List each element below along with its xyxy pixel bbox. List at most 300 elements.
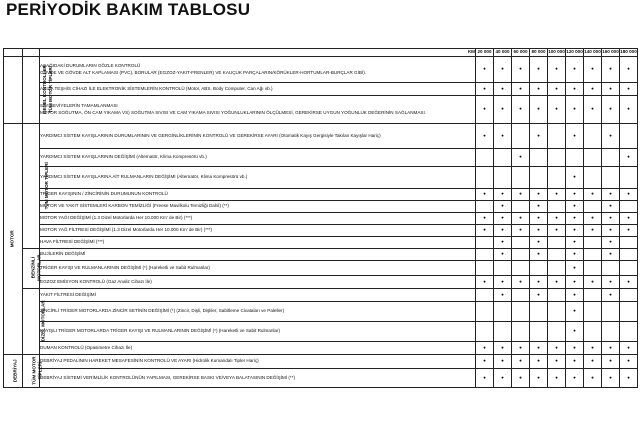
bullet-mark: ●: [573, 227, 576, 233]
bullet-mark: ●: [573, 191, 576, 197]
bullet-mark: ●: [609, 191, 612, 197]
interval-cell: [530, 166, 548, 188]
bullet-mark: ●: [483, 344, 486, 350]
interval-cell: [530, 354, 548, 368]
bullet-mark: ●: [573, 239, 576, 245]
bullet-mark: ●: [591, 215, 594, 221]
interval-cell: [512, 288, 530, 301]
interval-cell: [584, 236, 602, 248]
bullet-mark: ●: [501, 358, 504, 364]
bullet-mark: ●: [573, 308, 576, 314]
interval-cell: [602, 236, 620, 248]
interval-cell: [548, 148, 566, 166]
interval-cell: [548, 368, 566, 387]
table-row: [4, 212, 638, 224]
bullet-mark: ●: [501, 227, 504, 233]
interval-cell: [566, 236, 584, 248]
interval-cell: [512, 248, 530, 260]
bullet-mark: ●: [501, 278, 504, 284]
interval-cell: [566, 200, 584, 212]
interval-cell: [602, 123, 620, 148]
operation-text: YARDIMCI SİSTEM KAYIŞLARININ DEĞİŞİMİ (Alternatör, Klima Kompresörü vb.): [40, 154, 207, 160]
km-header-cell: 60 000: [513, 49, 528, 55]
table-row: [4, 123, 638, 148]
group-label: [13, 359, 19, 382]
bullet-mark: ●: [537, 251, 540, 257]
interval-cell: [530, 321, 548, 341]
interval-cell: [566, 148, 584, 166]
interval-cell: [494, 275, 512, 288]
interval-cell: [584, 212, 602, 224]
bullet-mark: ●: [537, 132, 540, 138]
bullet-mark: ●: [519, 106, 522, 112]
interval-cell: [584, 82, 602, 95]
interval-cell: [548, 200, 566, 212]
interval-cell: [566, 354, 584, 368]
interval-cell: [476, 224, 494, 236]
interval-cell: [548, 224, 566, 236]
operation-cell: [40, 288, 476, 301]
bullet-mark: ●: [537, 239, 540, 245]
interval-cell: [530, 56, 548, 82]
interval-cell: [566, 166, 584, 188]
bullet-mark: ●: [627, 154, 630, 160]
operation-cell: [40, 95, 476, 123]
km-header-cell: 180 000: [620, 49, 637, 55]
interval-cell: [494, 301, 512, 321]
interval-cell: [584, 321, 602, 341]
operation-cell: [40, 224, 476, 236]
interval-cell: [512, 260, 530, 275]
bullet-mark: ●: [591, 191, 594, 197]
interval-cell: [602, 148, 620, 166]
interval-cell: [620, 200, 638, 212]
interval-cell: [494, 212, 512, 224]
interval-cell: [476, 275, 494, 288]
interval-cell: [476, 236, 494, 248]
interval-cell: [566, 368, 584, 387]
group-label-line: TÜM MOTOR TİPLERİ: [43, 161, 49, 210]
bullet-mark: ●: [483, 358, 486, 364]
interval-cell: [494, 236, 512, 248]
interval-cell: [548, 56, 566, 82]
interval-cell: [530, 123, 548, 148]
interval-cell: [602, 82, 620, 95]
bullet-mark: ●: [537, 106, 540, 112]
interval-cell: [602, 288, 620, 301]
interval-cell: [548, 248, 566, 260]
bullet-mark: ●: [555, 358, 558, 364]
operation-cell: [40, 354, 476, 368]
interval-cell: [602, 321, 620, 341]
operation-cell: [40, 56, 476, 82]
interval-cell: [566, 321, 584, 341]
operation-text: GÖVDE VE GÖVDE ALT KAPLAMASI (PVC), BORULAR (EGZOZ-YAKIT-FRENLER) VE KAUÇUK PARÇALARIN/KÖRÜKLER-HORTUMLAR-BURÇLAR GİBİ).: [40, 69, 367, 75]
interval-cell: [602, 260, 620, 275]
bullet-mark: ●: [573, 66, 576, 72]
bullet-mark: ●: [627, 358, 630, 364]
interval-cell: [476, 148, 494, 166]
interval-cell: [512, 275, 530, 288]
operation-cell: [40, 248, 476, 260]
bullet-mark: ●: [591, 374, 594, 380]
interval-cell: [476, 56, 494, 82]
table-body: [4, 38, 638, 387]
interval-cell: [602, 341, 620, 354]
interval-cell: [494, 82, 512, 95]
interval-cell: [530, 368, 548, 387]
group-label: [42, 65, 53, 114]
interval-cell: [620, 95, 638, 123]
interval-cell: [512, 200, 530, 212]
interval-cell: [476, 288, 494, 301]
operation-cell: [40, 166, 476, 188]
operation-text: HAVA FİLTRESİ DEĞİŞİMİ (***): [40, 239, 105, 245]
interval-cell: [584, 166, 602, 188]
interval-cell: [494, 148, 512, 166]
interval-cell: [566, 188, 584, 200]
operation-text: YARDIMCI SİSTEM KAYIŞLARINA AİT RULMANLARIN DEĞİŞİMİ (Alternatör, Klima Kompresörü vb.): [40, 174, 248, 180]
interval-cell: [602, 368, 620, 387]
group-label: [10, 230, 16, 247]
bullet-mark: ●: [501, 66, 504, 72]
interval-cell: [620, 321, 638, 341]
interval-cell: [494, 95, 512, 123]
interval-cell: [476, 321, 494, 341]
interval-cell: [548, 321, 566, 341]
km-header-cell: 40 000: [495, 49, 510, 55]
operation-text: MOTOR YAĞ FİLTRESİ DEĞİŞİMİ (1.3 Dizel Motorlarda Her 10.000 Km' de Bir) (***): [40, 227, 213, 233]
bullet-mark: ●: [483, 85, 486, 91]
group-label-line: MOTOR: [10, 229, 16, 248]
table-row: [4, 321, 638, 341]
bullet-mark: ●: [573, 215, 576, 221]
interval-cell: [566, 224, 584, 236]
table-row: [4, 188, 638, 200]
bullet-mark: ●: [627, 191, 630, 197]
group-cell: [23, 248, 40, 288]
bullet-mark: ●: [501, 291, 504, 297]
interval-cell: [620, 123, 638, 148]
bullet-mark: ●: [627, 374, 630, 380]
operation-text: TRİGER KAYIŞININ / ZİNCİRİNİN DURUMUNUN KONTROLÜ: [40, 191, 168, 197]
bullet-mark: ●: [501, 215, 504, 221]
km-label: KM: [40, 48, 476, 56]
interval-cell: [476, 341, 494, 354]
page-title: PERİYODİK BAKIM TABLOSU: [6, 0, 251, 19]
bullet-mark: ●: [537, 291, 540, 297]
bullet-mark: ●: [501, 203, 504, 209]
operation-cell: [40, 148, 476, 166]
table-row: [4, 56, 638, 82]
interval-cell: [494, 166, 512, 188]
operation-text: SIVI SEVİYELERİN TAMAMLANMASI: [40, 102, 118, 108]
interval-cell: [566, 95, 584, 123]
interval-cell: [566, 248, 584, 260]
group-cell: [23, 123, 49, 248]
interval-cell: [512, 56, 530, 82]
header-corner: [4, 48, 23, 56]
bullet-mark: ●: [537, 191, 540, 197]
bullet-mark: ●: [537, 66, 540, 72]
bullet-mark: ●: [519, 374, 522, 380]
table-row: [4, 236, 638, 248]
bullet-mark: ●: [519, 85, 522, 91]
interval-cell: [602, 275, 620, 288]
group-cell: [23, 354, 43, 387]
group-label-line: TİPLERİ: [37, 361, 43, 380]
interval-cell: [530, 341, 548, 354]
interval-cell: [548, 188, 566, 200]
group-label-line: TÜM MOTOR TİPLERİ: [47, 65, 53, 114]
interval-cell: [530, 188, 548, 200]
bullet-mark: ●: [609, 227, 612, 233]
interval-cell: [494, 260, 512, 275]
bullet-mark: ●: [483, 132, 486, 138]
operation-cell: [40, 275, 476, 288]
side-group-cell: [4, 56, 23, 123]
bullet-mark: ●: [573, 358, 576, 364]
operation-text: MOTOR YAĞI DEĞİŞİMİ (1.3 Dizel Motorlarda Her 10.000 Km' de Bir) (***): [40, 215, 193, 221]
maintenance-table: [3, 38, 638, 388]
operation-text: YARDIMCI SİSTEM KAYIŞLARININ DURUMLARININ VE GERGİNLİKLERİNİN KONTROLÜ VE GEREKİRSE AYARI (Otomatik Kayış Gergisiyle Takılan Kayışlar Hariç): [40, 132, 381, 138]
interval-cell: [620, 288, 638, 301]
operation-cell: [40, 82, 476, 95]
interval-cell: [512, 368, 530, 387]
interval-cell: [548, 260, 566, 275]
interval-cell: [602, 200, 620, 212]
interval-cell: [548, 212, 566, 224]
group-cell: [23, 288, 46, 354]
interval-cell: [530, 82, 548, 95]
bullet-mark: ●: [609, 203, 612, 209]
bullet-mark: ●: [573, 85, 576, 91]
bullet-mark: ●: [483, 374, 486, 380]
bullet-mark: ●: [501, 239, 504, 245]
km-header-cell: 80 000: [531, 49, 546, 55]
table-row: [4, 341, 638, 354]
bullet-mark: ●: [591, 344, 594, 350]
interval-cell: [566, 301, 584, 321]
table-row: [4, 82, 638, 95]
operation-cell: [40, 212, 476, 224]
operation-cell: [40, 123, 476, 148]
operation-text: ZİNCİRLİ TRİGER MOTORLARDA ZİNCİR SETİNİN DEĞİŞİMİ (*) (Zincir, Dişli, Dişliler, Sabitleme Civataları ve Paleller): [40, 308, 285, 314]
bullet-mark: ●: [555, 374, 558, 380]
interval-cell: [584, 248, 602, 260]
interval-cell: [566, 56, 584, 82]
interval-cell: [602, 301, 620, 321]
bullet-mark: ●: [537, 203, 540, 209]
interval-cell: [494, 341, 512, 354]
interval-cell: [584, 56, 602, 82]
bullet-mark: ●: [555, 66, 558, 72]
interval-cell: [494, 288, 512, 301]
interval-cell: [548, 288, 566, 301]
interval-cell: [512, 212, 530, 224]
table-row: [4, 301, 638, 321]
interval-cell: [530, 212, 548, 224]
interval-cell: [530, 200, 548, 212]
interval-cell: [584, 341, 602, 354]
bullet-mark: ●: [591, 227, 594, 233]
group-label-line: TÜM MOTOR: [31, 356, 37, 385]
km-header-cell: 100 000: [548, 49, 565, 55]
operation-cell: [40, 301, 476, 321]
interval-cell: [566, 123, 584, 148]
km-header-cell: 20 000: [477, 49, 492, 55]
bullet-mark: ●: [555, 344, 558, 350]
operation-text: DUMAN KONTROLÜ (Opasimetre Cihazı İle): [40, 344, 133, 350]
interval-cell: [494, 248, 512, 260]
bullet-mark: ●: [501, 344, 504, 350]
table-row: [4, 248, 638, 260]
interval-cell: [602, 224, 620, 236]
bullet-mark: ●: [627, 85, 630, 91]
interval-cell: [476, 301, 494, 321]
bullet-mark: ●: [573, 106, 576, 112]
table-row: [4, 224, 638, 236]
operation-cell: [40, 321, 476, 341]
km-header-cell: 140 000: [584, 49, 601, 55]
table-row: [4, 288, 638, 301]
blank-header-row: [4, 38, 638, 48]
interval-cell: [620, 166, 638, 188]
group-label: [44, 162, 50, 209]
bullet-mark: ●: [609, 251, 612, 257]
operation-cell: [40, 236, 476, 248]
interval-cell: [620, 188, 638, 200]
operation-cell: [40, 368, 476, 387]
bullet-mark: ●: [519, 66, 522, 72]
bullet-mark: ●: [609, 132, 612, 138]
interval-cell: [602, 248, 620, 260]
interval-cell: [530, 260, 548, 275]
interval-cell: [584, 301, 602, 321]
interval-cell: [530, 288, 548, 301]
km-header-cell: 120 000: [566, 49, 583, 55]
interval-cell: [548, 341, 566, 354]
operation-text: MOTOR VE YAKIT SİSTEMLERİ KARBON TEMİZLİĞİ (Freese Mavilkolu Temizliği Dahil) (**): [40, 203, 229, 209]
bullet-mark: ●: [573, 344, 576, 350]
bullet-mark: ●: [555, 85, 558, 91]
interval-cell: [620, 260, 638, 275]
interval-cell: [620, 354, 638, 368]
bullet-mark: ●: [573, 174, 576, 180]
interval-cell: [476, 248, 494, 260]
table-row: [4, 166, 638, 188]
bullet-mark: ●: [609, 344, 612, 350]
interval-cell: [494, 224, 512, 236]
interval-cell: [512, 95, 530, 123]
group-label-line: BENZİNLİ: [30, 257, 36, 279]
bullet-mark: ●: [609, 66, 612, 72]
interval-cell: [530, 236, 548, 248]
bullet-mark: ●: [609, 215, 612, 221]
bullet-mark: ●: [483, 215, 486, 221]
interval-cell: [584, 95, 602, 123]
km-header-row: [4, 48, 638, 56]
bullet-mark: ●: [609, 374, 612, 380]
interval-cell: [566, 82, 584, 95]
interval-cell: [620, 56, 638, 82]
header-corner-2: [23, 48, 40, 56]
bullet-mark: ●: [609, 291, 612, 297]
bullet-mark: ●: [573, 251, 576, 257]
interval-cell: [566, 212, 584, 224]
interval-cell: [620, 301, 638, 321]
interval-cell: [494, 56, 512, 82]
bullet-mark: ●: [519, 227, 522, 233]
bullet-mark: ●: [555, 106, 558, 112]
bullet-mark: ●: [555, 191, 558, 197]
operation-text: TRİGER KAYIŞI VE RULMANLARININ DEĞİŞİMİ (*) (Hareketli ve Sabit Rulmanlar): [40, 264, 210, 270]
group-label-line: GENEL KONTROLLER: [41, 65, 47, 114]
bullet-mark: ●: [501, 251, 504, 257]
bullet-mark: ●: [573, 132, 576, 138]
bullet-mark: ●: [483, 106, 486, 112]
operation-cell: [40, 200, 476, 212]
interval-cell: [602, 95, 620, 123]
bullet-mark: ●: [609, 239, 612, 245]
bullet-mark: ●: [501, 374, 504, 380]
interval-cell: [548, 275, 566, 288]
table-row: [4, 200, 638, 212]
interval-cell: [512, 148, 530, 166]
interval-cell: [530, 224, 548, 236]
interval-cell: [530, 95, 548, 123]
interval-cell: [494, 368, 512, 387]
group-label: [31, 255, 42, 281]
interval-cell: [512, 224, 530, 236]
table-row: [4, 148, 638, 166]
interval-cell: [512, 188, 530, 200]
interval-cell: [530, 275, 548, 288]
interval-cell: [566, 275, 584, 288]
bullet-mark: ●: [573, 291, 576, 297]
operation-text: EGZOZ EMİSYON KONTROLÜ (Gaz Analiz Cihazı İle): [40, 278, 152, 284]
bullet-mark: ●: [555, 278, 558, 284]
interval-cell: [512, 166, 530, 188]
bullet-mark: ●: [573, 278, 576, 284]
bullet-mark: ●: [483, 227, 486, 233]
interval-cell: [530, 248, 548, 260]
group-label: [32, 356, 43, 384]
operation-cell: [40, 260, 476, 275]
operation-text: DEBRİYAJ SİSTEMİ VERİMLİLİK KONTROLÜNÜN YAPILMASI, GEREKİRSE BASKI VE/VEYA BALATASININ DEĞİŞİMİ (**): [40, 374, 296, 380]
interval-cell: [602, 166, 620, 188]
bullet-mark: ●: [591, 358, 594, 364]
bullet-mark: ●: [501, 191, 504, 197]
table-row: [4, 275, 638, 288]
operation-cell: [40, 188, 476, 200]
interval-cell: [494, 123, 512, 148]
bullet-mark: ●: [609, 85, 612, 91]
bullet-mark: ●: [573, 328, 576, 334]
bullet-mark: ●: [609, 358, 612, 364]
interval-cell: [548, 354, 566, 368]
table-row: [4, 260, 638, 275]
bullet-mark: ●: [591, 278, 594, 284]
interval-cell: [602, 188, 620, 200]
interval-cell: [602, 212, 620, 224]
interval-cell: [584, 275, 602, 288]
interval-cell: [476, 188, 494, 200]
bullet-mark: ●: [573, 203, 576, 209]
bullet-mark: ●: [627, 344, 630, 350]
bullet-mark: ●: [537, 227, 540, 233]
interval-cell: [584, 148, 602, 166]
